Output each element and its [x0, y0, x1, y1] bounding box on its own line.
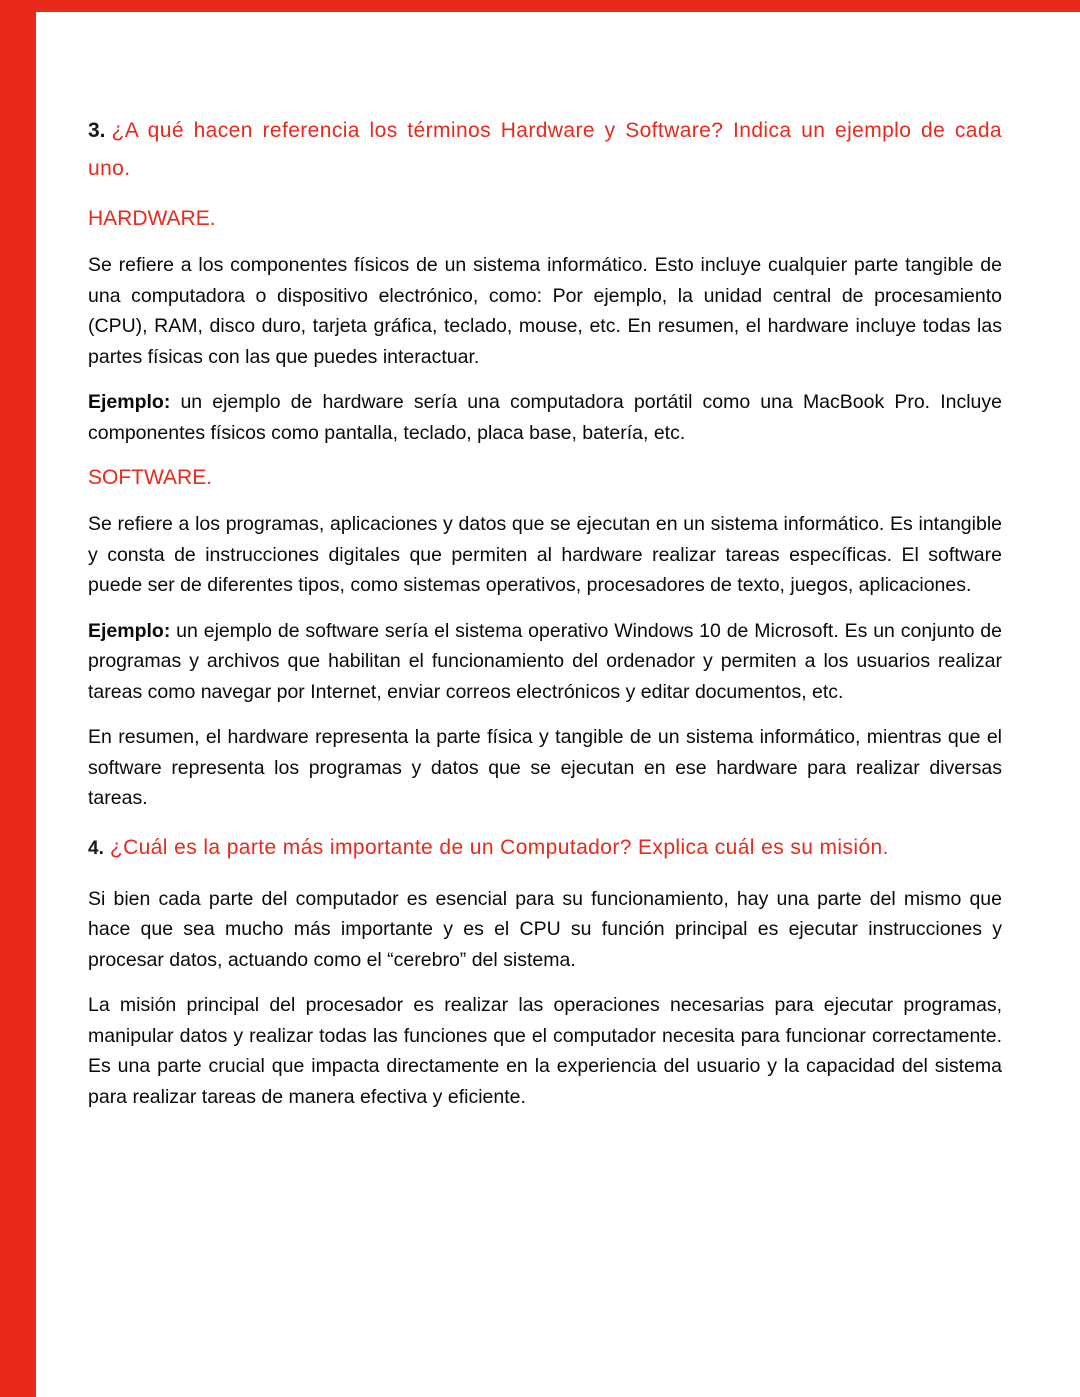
question-3-number: 3. — [88, 119, 106, 142]
summary-paragraph: En resumen, el hardware representa la parte física y tangible de un sistema informático, mientras que el software representa los programas y datos que se ejecutan en ese hardware para realizar diversas tareas. — [88, 726, 1002, 809]
software-section-heading: SOFTWARE. — [88, 466, 213, 489]
hardware-example-label: Ejemplo: — [88, 391, 171, 413]
hardware-section-heading: HARDWARE. — [88, 207, 216, 230]
question-4-heading — [88, 829, 1002, 868]
hardware-example-text: un ejemplo de hardware sería una computadora portátil como una MacBook Pro. Incluye componentes físicos como pantalla, teclado, placa base, batería, etc. — [88, 391, 1002, 444]
software-definition-paragraph: Se refiere a los programas, aplicaciones y datos que se ejecutan en un sistema informático. Es intangible y consta de instrucciones digitales que permiten al hardware realizar tareas específicas. El software puede ser de diferentes tipos, como sistemas operativos, procesadores de texto, juegos, aplicaciones. — [88, 513, 1002, 596]
software-example-paragraph — [88, 616, 1002, 708]
hardware-definition-paragraph: Se refiere a los componentes físicos de un sistema informático. Esto incluye cualquier parte tangible de una computadora o dispositivo electrónico, como: Por ejemplo, la unidad central de procesamiento (CPU), RAM, disco duro, tarjeta gráfica, teclado, mouse, etc. En resumen, el hardware incluye todas las partes físicas con las que puedes interactuar. — [88, 254, 1002, 368]
document-content — [36, 0, 1080, 1167]
software-example-label: Ejemplo: — [88, 619, 171, 642]
q4-answer-paragraph-1: Si bien cada parte del computador es esencial para su funcionamiento, hay una parte del mismo que hace que sea mucho más importante y es el CPU su función principal es ejecutar instrucciones y procesar datos, actuando como el “cerebro” del sistema. — [88, 887, 1002, 971]
question-3-heading — [88, 112, 1002, 188]
q4-answer-paragraph-2: La misión principal del procesador es realizar las operaciones necesarias para ejecutar programas, manipular datos y realizar todas las funciones que el computador necesita para funcionar correctamente. Es una parte crucial que impacta directamente en la experiencia del usuario y la capacidad del sistema para realizar tareas de manera efectiva y eficiente. — [88, 994, 1002, 1108]
hardware-example-paragraph — [88, 387, 1002, 448]
question-4-text: ¿Cuál es la parte más importante de un Computador? Explica cuál es su misión. — [109, 835, 889, 859]
software-example-text: un ejemplo de software sería el sistema operativo Windows 10 de Microsoft. Es un conjunto de programas y archivos que habilitan el funcionamiento del ordenador y permiten a los usuarios realizar tareas como navegar por Internet, enviar correos electrónicos y editar documentos, etc. — [88, 619, 1002, 703]
question-3-text: ¿A qué hacen referencia los términos Hardware y Software? Indica un ejemplo de cada uno. — [88, 119, 1002, 180]
left-border-bar — [0, 0, 36, 1397]
question-4-number: 4. — [88, 837, 104, 859]
